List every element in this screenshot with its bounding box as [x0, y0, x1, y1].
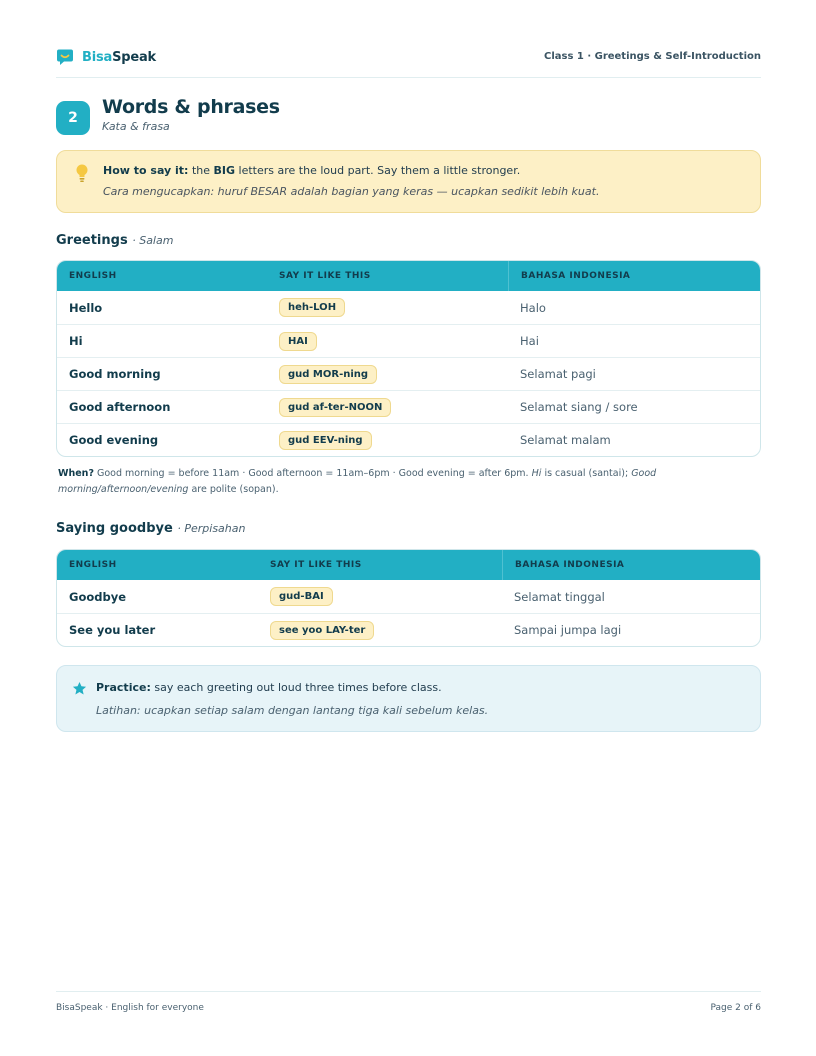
- brand-name: BisaSpeak: [82, 49, 156, 65]
- indonesian-cell: Selamat pagi: [520, 367, 596, 381]
- tip-big-word: BIG: [213, 164, 236, 177]
- tip-translation: Cara mengucapkan: huruf BESAR adalah bagian yang keras — ucapkan sedikit lebih kuat.: [103, 185, 600, 198]
- column-header-pronunciation: SAY IT LIKE THIS: [279, 271, 371, 281]
- practice-label: Practice:: [96, 681, 151, 694]
- goodbye-heading: Saying goodbye · Perpisahan: [56, 521, 246, 536]
- english-cell: Goodbye: [69, 589, 127, 604]
- pronunciation-pill: heh-LOH: [279, 298, 345, 317]
- section-subtitle: Kata & frasa: [102, 120, 170, 133]
- english-cell: Good morning: [69, 367, 161, 381]
- pronunciation-pill: gud MOR-ning: [279, 365, 377, 384]
- english-cell: Good afternoon: [69, 400, 171, 414]
- table-row: [57, 390, 760, 423]
- usage-note-label: When?: [58, 468, 94, 479]
- speech-bubble-smile-icon: [56, 48, 74, 66]
- indonesian-cell: Selamat tinggal: [514, 589, 605, 604]
- english-cell: See you later: [69, 623, 156, 637]
- section-title: Words & phrases: [102, 96, 280, 118]
- pronunciation-pill: gud af-ter-NOON: [279, 398, 391, 417]
- practice-translation: Latihan: ucapkan setiap salam dengan lantang tiga kali sebelum kelas.: [96, 704, 489, 717]
- star-icon: [72, 681, 87, 696]
- table-row: [57, 357, 760, 390]
- pronunciation-pill: see yoo LAY-ter: [270, 621, 374, 640]
- indonesian-cell: Sampai jumpa lagi: [514, 623, 622, 637]
- pronunciation-tip-box: [56, 150, 761, 213]
- indonesian-cell: Halo: [520, 300, 546, 315]
- greetings-table: [56, 260, 761, 457]
- page-header: [56, 46, 761, 78]
- english-cell: Hello: [69, 300, 103, 315]
- page-number: Page 2 of 6: [710, 1003, 761, 1013]
- table-row: [57, 613, 760, 646]
- practice-box: [56, 665, 761, 732]
- column-header-indonesian: BAHASA INDONESIA: [508, 261, 760, 291]
- english-cell: Good evening: [69, 433, 159, 447]
- indonesian-cell: Hai: [520, 334, 539, 348]
- table-row: [57, 423, 760, 456]
- pronunciation-pill: HAI: [279, 332, 317, 351]
- usage-note: When? Good morning = before 11am · Good afternoon = 11am–6pm · Good evening = after 6pm. Hi is casual (santai); Good morning/afternoon/evening are polite (sopan).: [58, 468, 657, 495]
- section-number-badge: 2: [56, 101, 90, 135]
- column-header-pronunciation: SAY IT LIKE THIS: [270, 560, 362, 570]
- indonesian-cell: Selamat siang / sore: [520, 400, 638, 414]
- lightbulb-icon: [75, 163, 89, 183]
- table-row: [57, 580, 760, 613]
- tip-label: How to say it:: [103, 164, 189, 177]
- brand: [56, 48, 156, 66]
- practice-text: Practice: say each greeting out loud three times before class.: [96, 681, 442, 694]
- table-row: [57, 291, 760, 324]
- tip-text: How to say it: the BIG letters are the loud part. Say them a little stronger.: [103, 164, 521, 177]
- table-row: [57, 324, 760, 357]
- table-header: [57, 261, 760, 291]
- english-cell: Hi: [69, 334, 83, 348]
- column-header-indonesian: BAHASA INDONESIA: [502, 550, 760, 580]
- column-header-english: ENGLISH: [69, 271, 117, 281]
- page-footer: [56, 991, 761, 1021]
- greetings-heading: Greetings · Salam: [56, 233, 174, 248]
- table-header: [57, 550, 760, 580]
- pronunciation-pill: gud-BAI: [270, 587, 333, 606]
- section-heading: [56, 96, 280, 135]
- column-header-english: ENGLISH: [69, 560, 117, 570]
- pronunciation-pill: gud EEV-ning: [279, 431, 372, 450]
- indonesian-cell: Selamat malam: [520, 433, 611, 447]
- footer-brand-text: BisaSpeak · English for everyone: [56, 1003, 204, 1013]
- class-title: Class 1 · Greetings & Self-Introduction: [543, 51, 761, 62]
- goodbye-table: [56, 549, 761, 647]
